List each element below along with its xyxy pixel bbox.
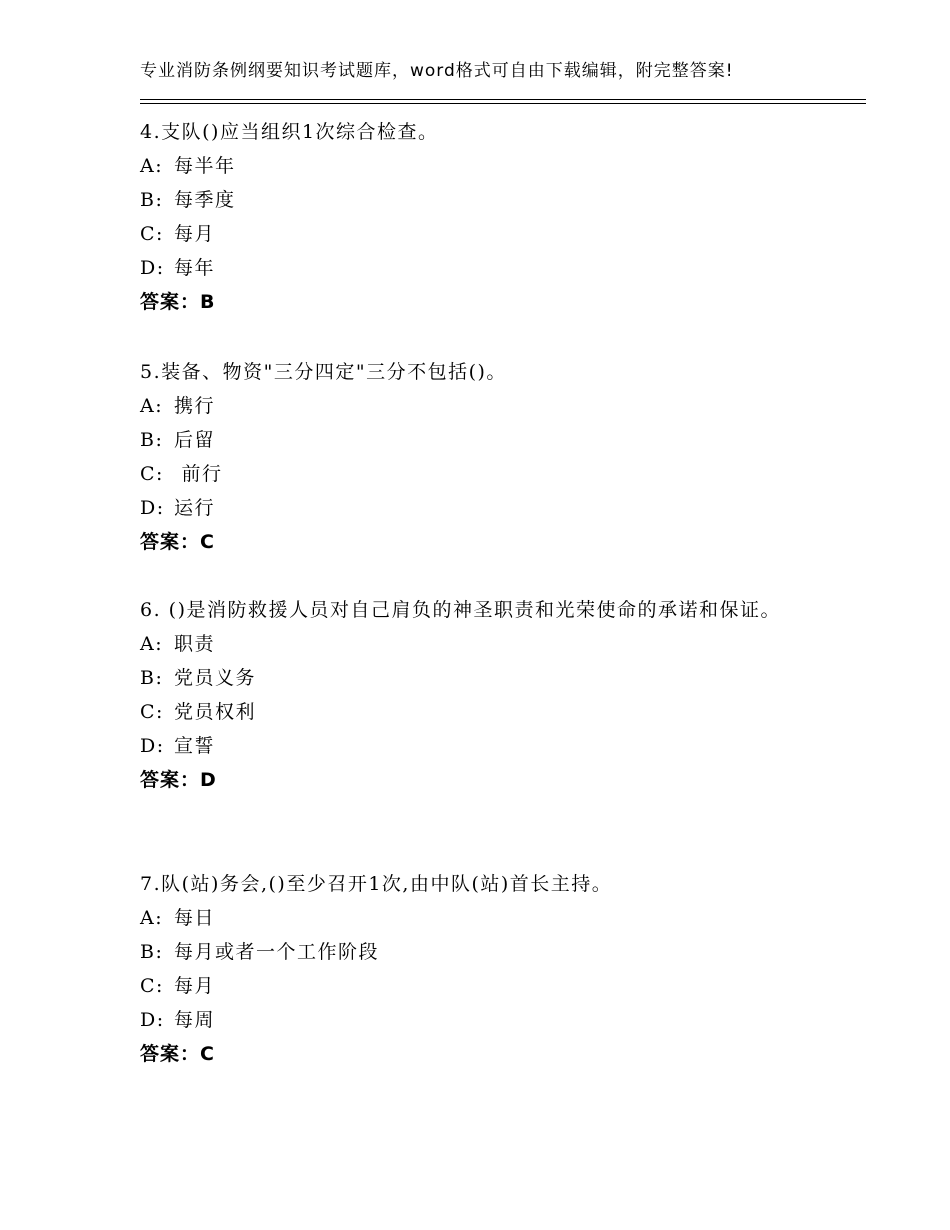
option-c: [140, 969, 790, 1003]
option-key: C:: [140, 223, 164, 245]
option-key: B:: [140, 429, 164, 451]
option-text: 前行: [174, 463, 223, 485]
option-key: A:: [140, 633, 164, 655]
option-text: 每年: [174, 257, 216, 279]
question-5: [140, 356, 790, 559]
question-4: [140, 116, 790, 319]
question-6: [140, 594, 790, 797]
option-text: 宣誓: [174, 735, 216, 757]
option-a: [140, 389, 790, 423]
answer-label: 答案：C: [140, 531, 215, 553]
option-d: [140, 251, 790, 285]
option-key: B:: [140, 667, 164, 689]
option-text: 每月: [174, 975, 216, 997]
document-header: 专业消防条例纲要知识考试题库，word格式可自由下载编辑，附完整答案!: [140, 61, 734, 81]
option-key: D:: [140, 735, 165, 757]
option-key: B:: [140, 189, 164, 211]
option-key: D:: [140, 1009, 165, 1031]
option-d: [140, 729, 790, 763]
option-key: C:: [140, 975, 164, 997]
option-text: 每月或者一个工作阶段: [174, 941, 380, 963]
option-c: [140, 695, 790, 729]
question-text: 6. ()是消防救援人员对自己肩负的神圣职责和光荣使命的承诺和保证。: [140, 599, 781, 621]
answer-label: 答案：D: [140, 769, 217, 791]
option-text: 每周: [174, 1009, 216, 1031]
option-key: A:: [140, 907, 164, 929]
answer-label: 答案：C: [140, 1043, 215, 1065]
option-text: 每季度: [174, 189, 236, 211]
option-text: 职责: [174, 633, 216, 655]
option-key: D:: [140, 497, 165, 519]
option-key: C:: [140, 701, 164, 723]
question-text: 7.队(站)务会,()至少召开1次,由中队(站)首长主持。: [140, 873, 613, 895]
option-key: A:: [140, 395, 164, 417]
header-rule-bottom: [140, 103, 866, 104]
option-text: 每月: [174, 223, 216, 245]
header-rule-top: [140, 99, 866, 100]
option-text: 党员权利: [174, 701, 257, 723]
option-text: 携行: [174, 395, 216, 417]
option-b: [140, 423, 790, 457]
question-text: 4.支队()应当组织1次综合检查。: [140, 121, 439, 143]
option-text: 党员义务: [174, 667, 257, 689]
option-key: B:: [140, 941, 164, 963]
option-a: [140, 901, 790, 935]
option-b: [140, 183, 790, 217]
answer-label: 答案：B: [140, 291, 216, 313]
option-a: [140, 149, 790, 183]
option-text: 后留: [174, 429, 216, 451]
option-text: 运行: [174, 497, 216, 519]
option-d: [140, 491, 790, 525]
question-7: [140, 868, 790, 1071]
option-a: [140, 627, 790, 661]
option-key: D:: [140, 257, 165, 279]
option-key: C:: [140, 463, 164, 485]
option-c: [140, 457, 790, 491]
option-b: [140, 661, 790, 695]
option-text: 每日: [174, 907, 216, 929]
option-b: [140, 935, 790, 969]
option-c: [140, 217, 790, 251]
option-text: 每半年: [174, 155, 236, 177]
option-key: A:: [140, 155, 164, 177]
option-d: [140, 1003, 790, 1037]
question-text: 5.装备、物资"三分四定"三分不包括()。: [140, 361, 507, 383]
